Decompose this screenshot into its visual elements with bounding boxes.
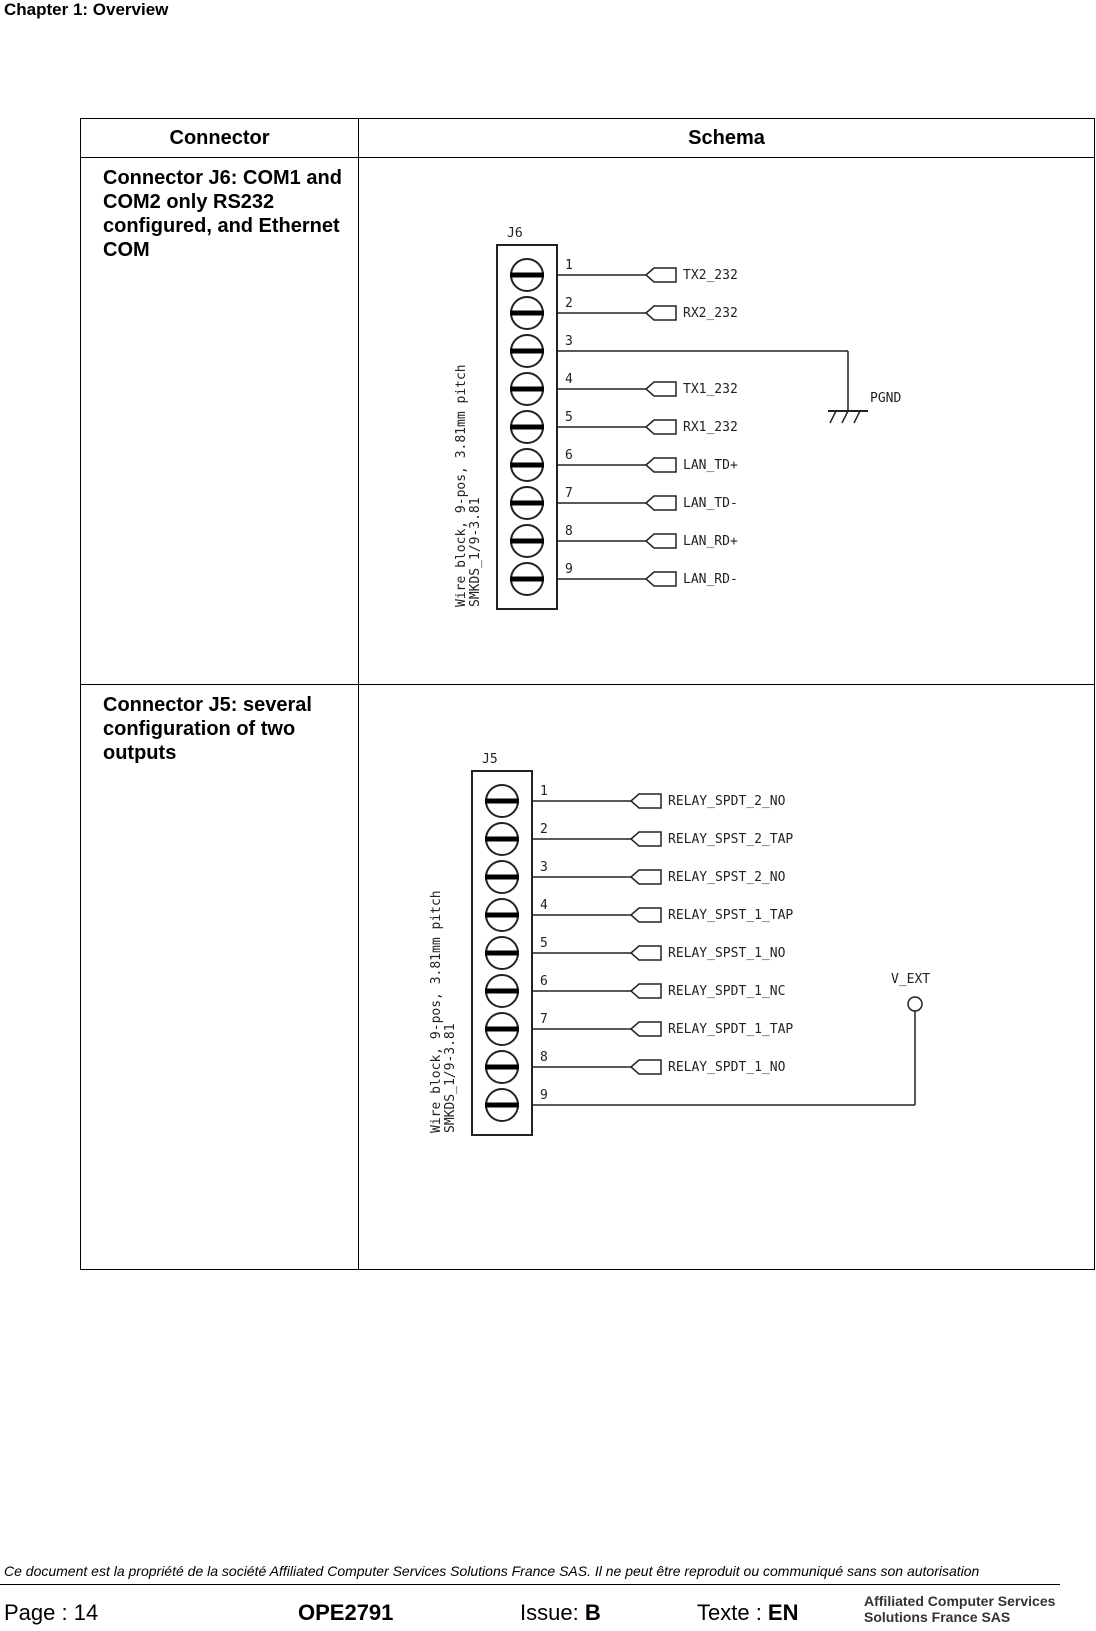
company-name-line2: Solutions France SAS — [864, 1609, 1011, 1625]
schema-cell-j6 — [359, 158, 1095, 685]
pin-number: 7 — [565, 486, 573, 501]
schema-cell-j5 — [359, 685, 1095, 1270]
net-label: RELAY_SPST_2_TAP — [668, 832, 794, 847]
terminal-block-label: Wire block, 9-pos, 3.81mm pitch — [429, 890, 444, 1133]
pin-number: 5 — [565, 410, 573, 425]
net-label: RX2_232 — [683, 306, 738, 321]
pin-number: 3 — [540, 860, 548, 875]
j5-schematic — [359, 685, 1094, 1261]
pin-number: 2 — [540, 822, 548, 837]
pin-number: 6 — [565, 448, 573, 463]
connector-j6-description: Connector J6: COM1 and COM2 only RS232 configured, and Ethernet COM — [81, 158, 359, 685]
pin-number: 9 — [540, 1088, 548, 1103]
port-connector-icon — [631, 870, 661, 884]
issue-label: Issue: — [520, 1600, 585, 1625]
language-value: EN — [767, 1600, 799, 1625]
port-connector-icon — [646, 420, 676, 434]
table-row — [81, 158, 1095, 685]
terminal-part-label: SMKDS_1/9-3.81 — [468, 497, 483, 607]
pin-number: 3 — [565, 334, 573, 349]
terminal-part-label: SMKDS_1/9-3.81 — [443, 1023, 458, 1133]
pin-number: 6 — [540, 974, 548, 989]
pin-number: 8 — [565, 524, 573, 539]
copyright-notice: Ce document est la propriété de la société Affiliated Computer Services Solutions France SAS. Il ne peut être reproduit ou communiqué sans son autorisation — [4, 1563, 980, 1579]
j6-schematic — [359, 158, 1094, 676]
port-connector-icon — [631, 946, 661, 960]
port-connector-icon — [646, 534, 676, 548]
chapter-title: Chapter 1: Overview — [4, 0, 169, 19]
net-label: RELAY_SPST_2_NO — [668, 870, 786, 885]
ground-hatch — [854, 411, 860, 423]
language-field — [697, 1600, 798, 1626]
net-label: LAN_TD+ — [683, 458, 738, 473]
net-label: RELAY_SPST_1_NO — [668, 946, 786, 961]
connector-ref-label: J6 — [507, 226, 523, 241]
port-connector-icon — [631, 908, 661, 922]
port-connector-icon — [646, 496, 676, 510]
footer-divider — [0, 1584, 1060, 1585]
port-connector-icon — [646, 306, 676, 320]
port-connector-icon — [646, 572, 676, 586]
pin-number: 4 — [565, 372, 573, 387]
net-label: LAN_RD+ — [683, 534, 738, 549]
ground-hatch — [842, 411, 848, 423]
pin-number: 1 — [540, 784, 548, 799]
company-name-line1: Affiliated Computer Services — [864, 1593, 1056, 1609]
connector-j5-description: Connector J5: several configuration of two outputs — [81, 685, 359, 1270]
port-connector-icon — [631, 1022, 661, 1036]
pin-number: 9 — [565, 562, 573, 577]
pin-number: 2 — [565, 296, 573, 311]
net-label: RELAY_SPDT_1_TAP — [668, 1022, 794, 1037]
net-label: TX1_232 — [683, 382, 738, 397]
net-label: RELAY_SPDT_1_NO — [668, 1060, 786, 1075]
connector-ref-label: J5 — [482, 752, 498, 767]
net-label: TX2_232 — [683, 268, 738, 283]
port-connector-icon — [631, 984, 661, 998]
header-schema: Schema — [359, 119, 1095, 158]
document-reference: OPE2791 — [298, 1600, 394, 1625]
port-connector-icon — [631, 794, 661, 808]
net-label: RELAY_SPDT_2_NO — [668, 794, 786, 809]
header-connector: Connector — [81, 119, 359, 158]
issue-value: B — [584, 1600, 601, 1625]
pin-number: 5 — [540, 936, 548, 951]
port-connector-icon — [631, 832, 661, 846]
port-connector-icon — [631, 1060, 661, 1074]
table-row — [81, 685, 1095, 1270]
port-connector-icon — [646, 268, 676, 282]
net-label: LAN_TD- — [683, 496, 738, 511]
port-connector-icon — [646, 458, 676, 472]
pin-number: 4 — [540, 898, 548, 913]
net-label: RELAY_SPST_1_TAP — [668, 908, 794, 923]
language-label: Texte : — [697, 1600, 768, 1625]
net-label: LAN_RD- — [683, 572, 738, 587]
ground-hatch — [830, 411, 836, 423]
supply-terminal-icon — [908, 997, 922, 1011]
table-header-row — [81, 119, 1095, 158]
supply-label: V_EXT — [891, 972, 931, 987]
ground-label: PGND — [870, 391, 902, 406]
port-connector-icon — [646, 382, 676, 396]
connector-table — [80, 118, 1095, 1270]
terminal-block-label: Wire block, 9-pos, 3.81mm pitch — [454, 364, 469, 607]
net-label: RELAY_SPDT_1_NC — [668, 984, 786, 999]
company-logo — [864, 1593, 1055, 1625]
pin-number: 1 — [565, 258, 573, 273]
issue-field — [520, 1600, 601, 1626]
page-number: Page : 14 — [4, 1600, 99, 1625]
pin-number: 7 — [540, 1012, 548, 1027]
net-label: RX1_232 — [683, 420, 738, 435]
pin-number: 8 — [540, 1050, 548, 1065]
